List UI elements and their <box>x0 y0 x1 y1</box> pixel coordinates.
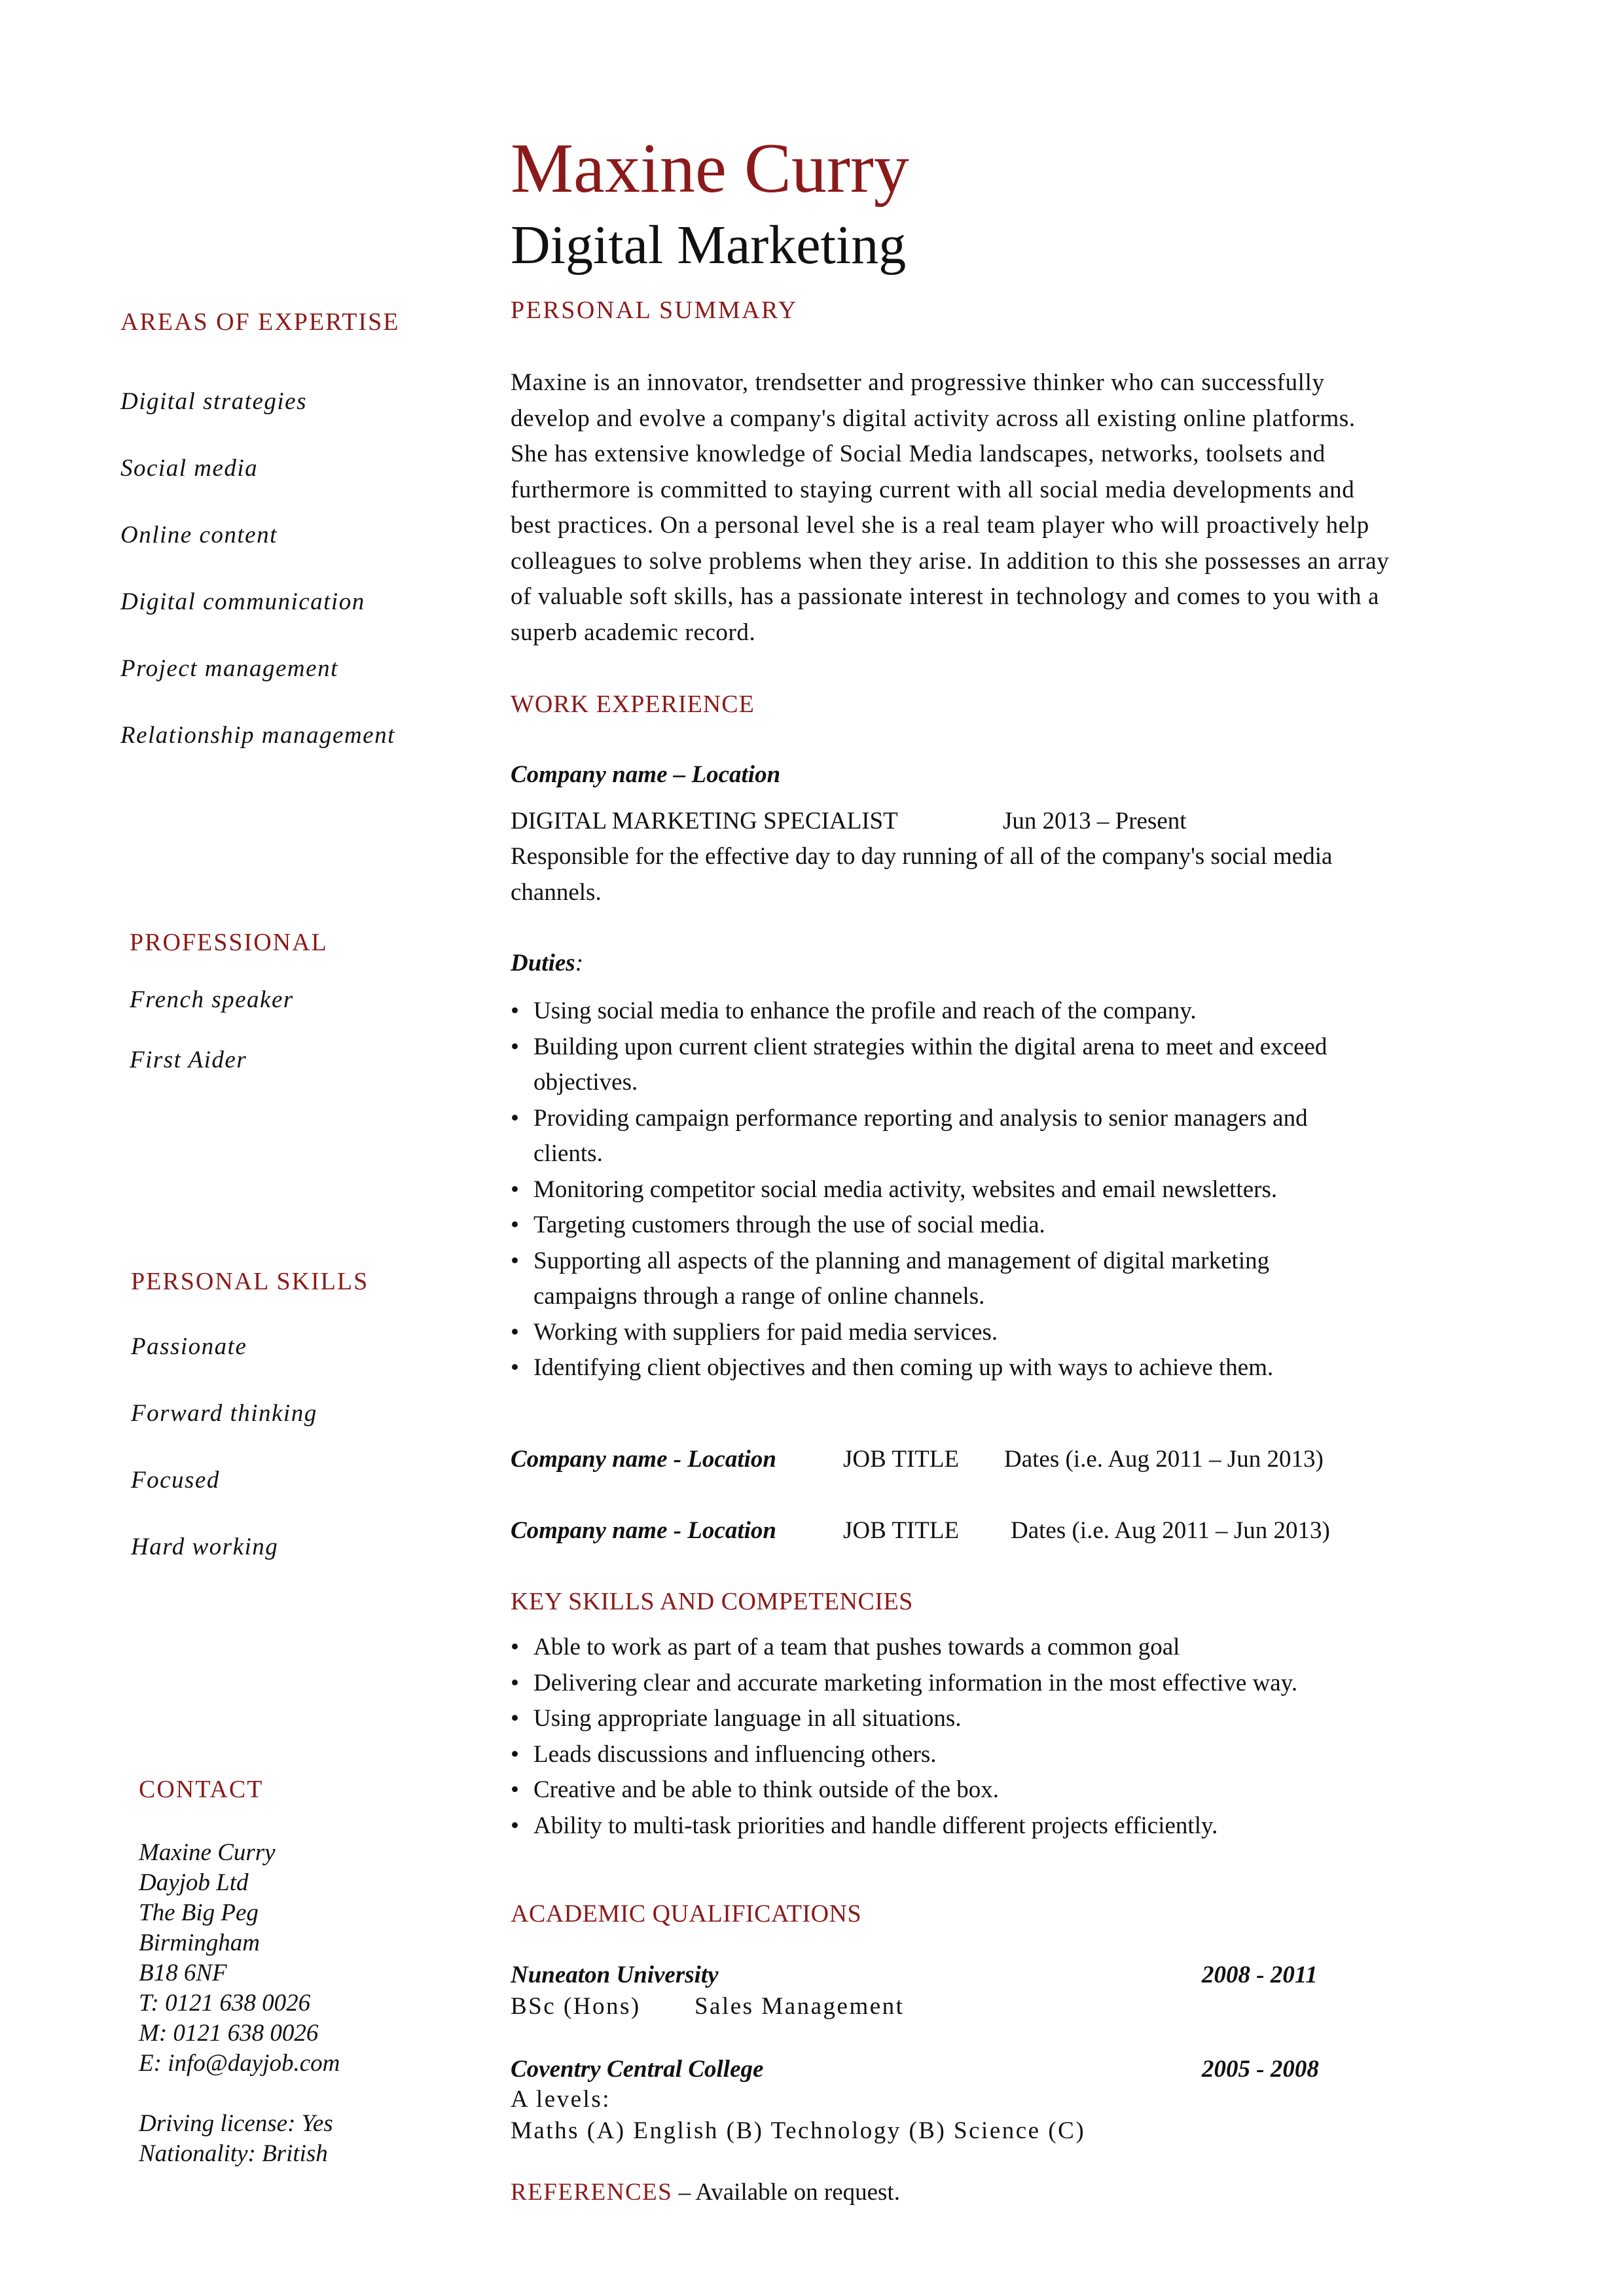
other-job-title: JOB TITLE <box>843 1446 960 1473</box>
list-item: • Able to work as part of a team that pushes towards a common goal <box>511 1630 1492 1666</box>
contact-company: Dayjob Ltd <box>139 1869 249 1896</box>
references-line <box>511 2178 900 2206</box>
contact-nationality: Nationality: British <box>139 2140 328 2167</box>
contact-name: Maxine Curry <box>139 1839 276 1866</box>
list-item: • Monitoring competitor social media activity, websites and email newsletters. <box>511 1172 1492 1208</box>
personal-skill-item: Passionate <box>131 1333 247 1360</box>
other-job-company: Company name - Location <box>511 1446 776 1473</box>
contact-mobile: M: 0121 638 0026 <box>139 2020 319 2047</box>
summary-line: develop and evolve a company's digital activity across all existing online platforms. <box>511 404 1356 432</box>
references-label: REFERENCES <box>511 2179 673 2206</box>
contact-spacer <box>139 2079 340 2109</box>
list-item: • Delivering clear and accurate marketing information in the most effective way. <box>511 1666 1492 1702</box>
list-item: • Providing campaign performance reporting and analysis to senior managers and clients. <box>511 1101 1492 1172</box>
summary-line: Maxine is an innovator, trendsetter and progressive thinker who can successfully <box>511 369 1325 396</box>
references-text: – Available on request. <box>672 2179 900 2206</box>
summary-line: colleagues to solve problems when they arise. In addition to this she possesses an array <box>511 547 1390 575</box>
professional-heading: PROFESSIONAL <box>130 929 328 956</box>
contact-street: The Big Peg <box>139 1899 259 1926</box>
work-description-line: channels. <box>511 878 602 906</box>
academic-school: Nuneaton University <box>511 1962 719 1988</box>
expertise-heading: AREAS OF EXPERTISE <box>120 308 400 336</box>
personal-summary-heading: PERSONAL SUMMARY <box>511 296 798 324</box>
personal-skills-heading: PERSONAL SKILLS <box>131 1268 369 1295</box>
expertise-item: Social media <box>120 455 259 482</box>
work-description-line: Responsible for the effective day to day running of all of the company's social media <box>511 843 1333 870</box>
summary-line: superb academic record. <box>511 619 756 646</box>
work-description <box>511 839 1332 910</box>
duties-label-text: Duties <box>511 950 575 977</box>
list-item: • Using social media to enhance the profile and reach of the company. <box>511 994 1492 1030</box>
work-role: DIGITAL MARKETING SPECIALIST <box>511 808 898 834</box>
list-item: • Identifying client objectives and then coming up with ways to achieve them. <box>511 1350 1492 1386</box>
summary-line: furthermore is committed to staying current with all social media developments and <box>511 476 1355 503</box>
expertise-item: Online content <box>120 522 278 548</box>
personal-summary-text <box>511 365 1389 651</box>
summary-line: She has extensive knowledge of Social Media landscapes, networks, toolsets and <box>511 440 1326 467</box>
work-experience-heading: WORK EXPERIENCE <box>511 691 755 718</box>
list-item: • Using appropriate language in all situations. <box>511 1701 1492 1737</box>
academic-years: 2008 - 2011 <box>1202 1962 1318 1988</box>
personal-skill-item: Forward thinking <box>131 1400 317 1427</box>
academic-heading: ACADEMIC QUALIFICATIONS <box>511 1900 862 1928</box>
academic-years: 2005 - 2008 <box>1202 2056 1319 2083</box>
contact-postcode: B18 6NF <box>139 1960 227 1986</box>
academic-grades: Maths (A) English (B) Technology (B) Science (C) <box>511 2117 1086 2144</box>
academic-level: A levels: <box>511 2086 611 2113</box>
professional-item: First Aider <box>130 1047 247 1073</box>
summary-line: of valuable soft skills, has a passionate interest in technology and comes to you with a <box>511 583 1379 610</box>
professional-item: French speaker <box>130 986 294 1013</box>
contact-driving-license: Driving license: Yes <box>139 2110 333 2137</box>
other-job-dates: Dates (i.e. Aug 2011 – Jun 2013) <box>1004 1446 1324 1473</box>
list-item: • Supporting all aspects of the planning and management of digital marketing campaigns through a range of online channels. <box>511 1244 1492 1315</box>
list-item: • Working with suppliers for paid media services. <box>511 1315 1492 1351</box>
work-dates: Jun 2013 – Present <box>1003 808 1187 834</box>
list-item: • Leads discussions and influencing others. <box>511 1737 1492 1773</box>
expertise-item: Relationship management <box>120 722 395 749</box>
key-skills-list <box>511 1630 1492 1844</box>
contact-block <box>139 1838 340 2169</box>
duties-label <box>511 949 583 977</box>
contact-heading: CONTACT <box>139 1776 264 1803</box>
other-job-company: Company name - Location <box>511 1517 776 1544</box>
expertise-item: Digital strategies <box>120 388 307 415</box>
personal-skill-item: Hard working <box>131 1534 279 1560</box>
academic-degree: BSc (Hons) Sales Management <box>511 1993 905 2020</box>
list-item: • Targeting customers through the use of social media. <box>511 1208 1492 1244</box>
expertise-item: Digital communication <box>120 588 365 615</box>
summary-line: best practices. On a personal level she is a real team player who will proactively help <box>511 512 1369 539</box>
contact-email: E: info@dayjob.com <box>139 2050 340 2077</box>
contact-telephone: T: 0121 638 0026 <box>139 1990 311 2017</box>
work-company: Company name – Location <box>511 761 781 788</box>
list-item: • Ability to multi-task priorities and handle different projects efficiently. <box>511 1808 1492 1844</box>
contact-city: Birmingham <box>139 1929 260 1956</box>
duties-list <box>511 994 1492 1386</box>
other-job-dates: Dates (i.e. Aug 2011 – Jun 2013) <box>1011 1517 1330 1544</box>
candidate-name: Maxine Curry <box>511 130 909 207</box>
key-skills-heading: KEY SKILLS AND COMPETENCIES <box>511 1588 913 1615</box>
list-item: • Building upon current client strategies within the digital arena to meet and exceed objectives. <box>511 1030 1492 1101</box>
other-job-title: JOB TITLE <box>843 1517 960 1544</box>
personal-skill-item: Focused <box>131 1467 220 1494</box>
list-item: • Creative and be able to think outside of the box. <box>511 1772 1492 1808</box>
job-title: Digital Marketing <box>511 215 907 276</box>
expertise-item: Project management <box>120 655 338 682</box>
duties-label-colon: : <box>575 950 584 977</box>
academic-school: Coventry Central College <box>511 2056 764 2083</box>
